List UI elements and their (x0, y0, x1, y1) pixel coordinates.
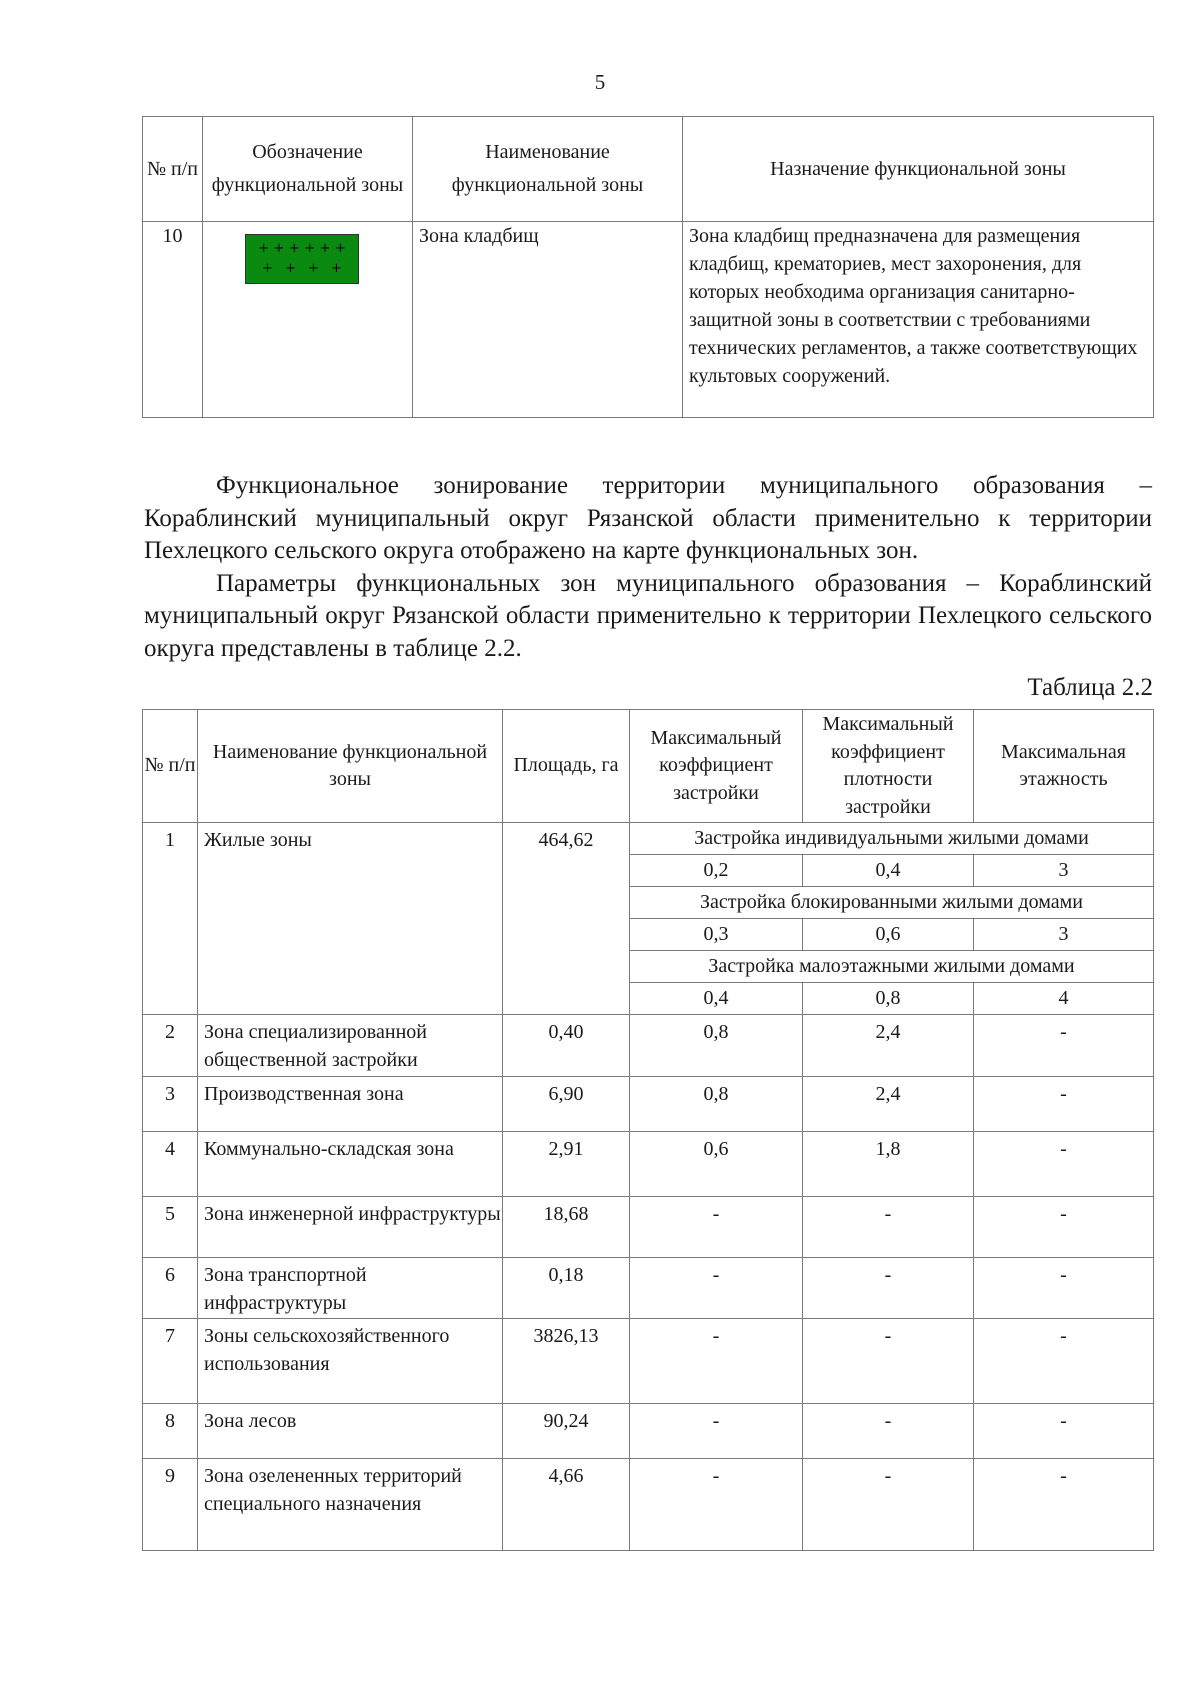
zone-name: Зона инженерной инфраструктуры (198, 1197, 503, 1258)
table-row (143, 1404, 1154, 1459)
density: 0,8 (803, 983, 974, 1015)
coefficient: - (630, 1258, 803, 1319)
density: - (803, 1258, 974, 1319)
zone-name: Зона кладбищ (413, 222, 683, 418)
zone-area: 3826,13 (503, 1319, 630, 1404)
density: - (803, 1404, 974, 1459)
density: 0,4 (803, 855, 974, 887)
coefficient: - (630, 1197, 803, 1258)
zone-name: Коммунально-складская зона (198, 1132, 503, 1197)
coefficient: 0,4 (630, 983, 803, 1015)
zone-name: Зоны сельскохозяйственного использования (198, 1319, 503, 1404)
coefficient: 0,8 (630, 1077, 803, 1132)
row-num: 4 (143, 1132, 198, 1197)
zone-name: Зона транспортной инфраструктуры (198, 1258, 503, 1319)
density: 0,6 (803, 919, 974, 951)
header-zone-name: Наименование функциональной зоны (198, 710, 503, 823)
zone-area: 0,40 (503, 1015, 630, 1077)
zone-name: Зона лесов (198, 1404, 503, 1459)
row-num: 5 (143, 1197, 198, 1258)
density: - (803, 1197, 974, 1258)
coefficient: - (630, 1319, 803, 1404)
table-row (143, 823, 1154, 855)
table-row (143, 222, 1154, 418)
zone-parameters-table (142, 709, 1154, 1551)
header-num: № п/п (143, 117, 203, 222)
zone-purpose: Зона кладбищ предназначена для размещения кладбищ, крематориев, мест захоронения, для которых необходима организация санитарно-защитной зоны в соответствии с требованиями технических регламентов, а также соответствующих культовых сооружений. (683, 222, 1154, 418)
floors: - (974, 1077, 1154, 1132)
header-num: № п/п (143, 710, 198, 823)
zone-area: 2,91 (503, 1132, 630, 1197)
density: 1,8 (803, 1132, 974, 1197)
table-row (143, 1132, 1154, 1197)
table-row (143, 1258, 1154, 1319)
table-row (143, 1197, 1154, 1258)
page-number: 5 (594, 70, 606, 94)
row-num: 9 (143, 1459, 198, 1551)
table-header-row (143, 710, 1154, 823)
coefficient: - (630, 1404, 803, 1459)
zone-area: 6,90 (503, 1077, 630, 1132)
floors: 3 (974, 919, 1154, 951)
zone-legend-table (142, 116, 1154, 418)
density: 2,4 (803, 1015, 974, 1077)
row-num: 1 (143, 823, 198, 1015)
header-name: Наименование функциональной зоны (413, 117, 683, 222)
header-max-coefficient: Максимальный коэффициент застройки (630, 710, 803, 823)
row-num: 7 (143, 1319, 198, 1404)
body-text (144, 470, 1152, 665)
legend-cell (203, 222, 413, 418)
table-row (143, 1319, 1154, 1404)
zone-area: 0,18 (503, 1258, 630, 1319)
floors: - (974, 1459, 1154, 1551)
zone-area: 4,66 (503, 1459, 630, 1551)
floors: - (974, 1319, 1154, 1404)
floors: 4 (974, 983, 1154, 1015)
header-max-floors: Максимальная этажность (974, 710, 1154, 823)
zone-area: 464,62 (503, 823, 630, 1015)
density: - (803, 1319, 974, 1404)
cemetery-zone-symbol-icon: + + + + + + + + + + (245, 234, 359, 284)
floors: - (974, 1197, 1154, 1258)
subzone-title: Застройка индивидуальными жилыми домами (630, 823, 1154, 855)
table-header-row (143, 117, 1154, 222)
paragraph: Параметры функциональных зон муниципального образования – Кораблинский муниципальный округ Рязанской области применительно к территории Пехлецкого сельского округа представлены в таблице 2.2. (144, 569, 1152, 662)
floors: - (974, 1258, 1154, 1319)
paragraph: Функциональное зонирование территории муниципального образования – Кораблинский муниципальный округ Рязанской области применительно к территории Пехлецкого сельского округа отображено на карте функциональных зон. (144, 472, 1152, 564)
table-row (143, 1077, 1154, 1132)
row-num: 2 (143, 1015, 198, 1077)
subzone-title: Застройка блокированными жилыми домами (630, 887, 1154, 919)
header-designation: Обозначение функциональной зоны (203, 117, 413, 222)
table-caption: Таблица 2.2 (1027, 674, 1153, 701)
row-num: 3 (143, 1077, 198, 1132)
zone-name: Жилые зоны (198, 823, 503, 1015)
floors: - (974, 1132, 1154, 1197)
header-area: Площадь, га (503, 710, 630, 823)
coefficient: 0,6 (630, 1132, 803, 1197)
row-num: 8 (143, 1404, 198, 1459)
floors: 3 (974, 855, 1154, 887)
zone-name: Зона озелененных территорий специального назначения (198, 1459, 503, 1551)
zone-name: Производственная зона (198, 1077, 503, 1132)
coefficient: 0,8 (630, 1015, 803, 1077)
table-row (143, 1015, 1154, 1077)
coefficient: 0,3 (630, 919, 803, 951)
zone-area: 90,24 (503, 1404, 630, 1459)
floors: - (974, 1404, 1154, 1459)
coefficient: - (630, 1459, 803, 1551)
table-row (143, 1459, 1154, 1551)
floors: - (974, 1015, 1154, 1077)
density: 2,4 (803, 1077, 974, 1132)
density: - (803, 1459, 974, 1551)
zone-name: Зона специализированной общественной застройки (198, 1015, 503, 1077)
zone-area: 18,68 (503, 1197, 630, 1258)
header-max-density: Максимальный коэффициент плотности застройки (803, 710, 974, 823)
header-purpose: Назначение функциональной зоны (683, 117, 1154, 222)
coefficient: 0,2 (630, 855, 803, 887)
row-num: 10 (143, 222, 203, 418)
subzone-title: Застройка малоэтажными жилыми домами (630, 951, 1154, 983)
row-num: 6 (143, 1258, 198, 1319)
